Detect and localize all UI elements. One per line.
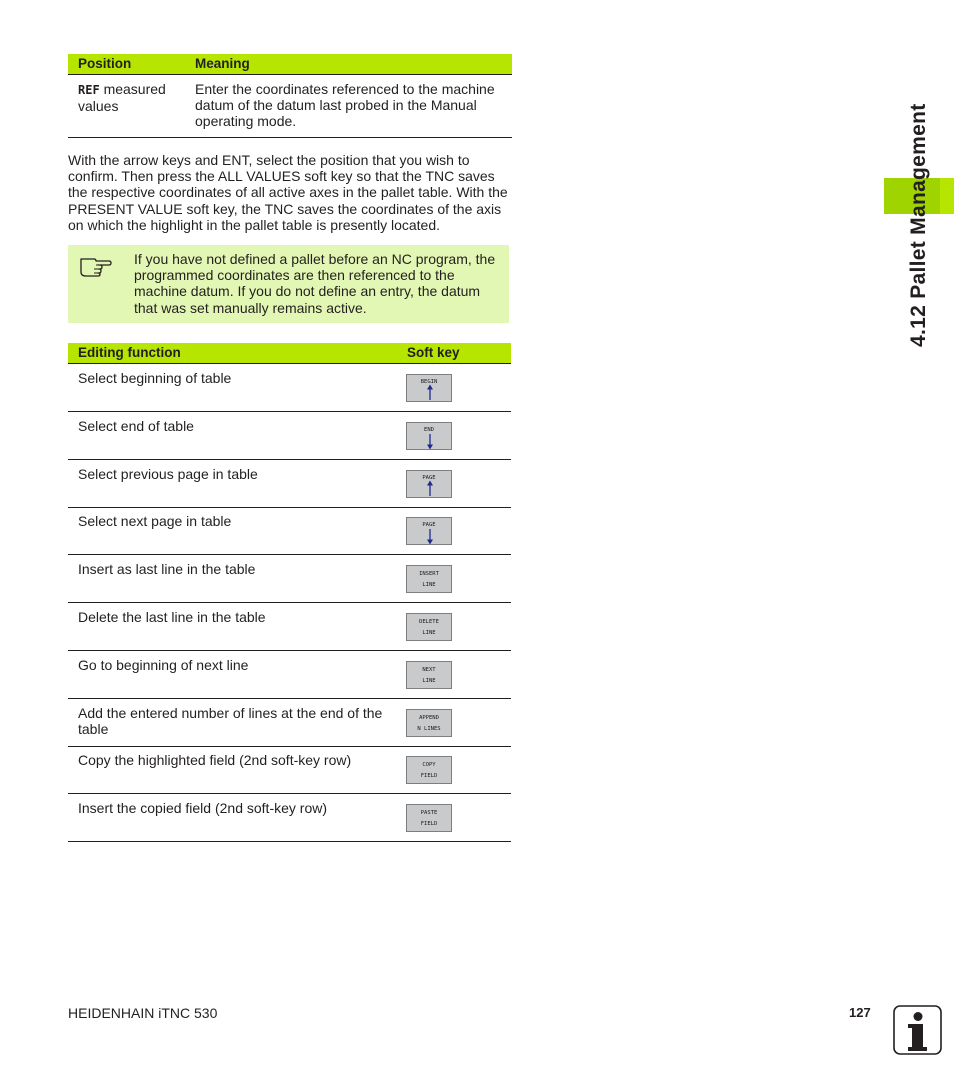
arrow-up-icon [407, 471, 453, 499]
softkey-button[interactable] [406, 470, 452, 498]
header-editing-function: Editing function [78, 345, 181, 360]
table-row [68, 76, 512, 138]
softkey-label-top: BEGIN [420, 379, 438, 385]
softkey-button[interactable] [406, 565, 452, 593]
meaning-cell: Enter the coordinates referenced to the machine datum of the datum last probed in the Manual operating mode. [195, 81, 495, 130]
editing-function-text: Delete the last line in the table [78, 609, 266, 625]
table-row [68, 651, 511, 699]
note-text: If you have not defined a pallet before an NC program, the programmed coordinates are then referenced to the machine datum. If you do not define an entry, the datum that was set manually remains active. [134, 251, 496, 316]
table-row [68, 699, 511, 747]
header-meaning: Meaning [195, 56, 250, 71]
editing-function-text: Select beginning of table [78, 370, 232, 386]
position-text: measured values [78, 81, 166, 115]
editing-function-text: Select previous page in table [78, 465, 258, 482]
softkey-button[interactable] [406, 517, 452, 545]
softkey-label-top: END [424, 426, 434, 433]
softkey-label-top: PAGE [422, 522, 436, 529]
softkey-label-top: APPEND [419, 714, 439, 721]
softkey-label-bottom: LINE [422, 582, 436, 589]
position-cell [78, 81, 188, 114]
editing-function-text: Select end of table [78, 417, 194, 434]
info-icon [893, 1005, 942, 1055]
softkey-button[interactable] [406, 709, 452, 737]
softkey-label-top: COPY [422, 762, 436, 769]
note-box [68, 245, 509, 323]
softkey-label-bottom: N LINES [417, 725, 441, 732]
editing-function-text: Go to beginning of next line [78, 656, 249, 673]
editing-function-text: Add the entered number of lines at the end of the table [78, 704, 383, 737]
arrow-down-icon [407, 518, 453, 546]
softkey-button[interactable] [406, 422, 452, 450]
table-row [68, 364, 511, 412]
softkey-label-top: PAGE [422, 474, 436, 481]
softkey-label-bottom: LINE [422, 677, 436, 684]
table-row [68, 603, 511, 651]
footer-product: HEIDENHAIN iTNC 530 [68, 1005, 218, 1021]
table-row [68, 507, 511, 555]
softkey-label-top: NEXT [422, 666, 436, 673]
table-row [68, 746, 511, 794]
header-position: Position [78, 56, 132, 71]
editing-table-header [68, 343, 511, 364]
header-soft-key: Soft key [407, 345, 460, 360]
position-table-header [68, 54, 512, 75]
softkey-button[interactable] [406, 661, 452, 689]
editing-function-text: Insert the copied field (2nd soft-key row) [78, 800, 328, 817]
table-row [68, 555, 511, 603]
softkey-label-top: INSERT [419, 571, 439, 578]
table-row [68, 794, 511, 842]
softkey-label-bottom: FIELD [420, 773, 438, 780]
softkey-label-bottom: FIELD [420, 821, 438, 828]
softkey-button[interactable] [406, 374, 452, 402]
editing-function-text: Copy the highlighted field (2nd soft-key row) [78, 752, 352, 769]
arrow-up-icon [407, 375, 453, 403]
pointing-hand-icon [78, 253, 112, 277]
softkey-label-top: PASTE [420, 810, 438, 817]
softkey-button[interactable] [406, 804, 452, 832]
section-title: 4.12 Pallet Management [907, 103, 930, 347]
page-number: 127 [849, 1005, 871, 1020]
body-paragraph: With the arrow keys and ENT, select the position that you wish to confirm. Then press the ALL VALUES soft key so that the TNC saves the respective coordinates of all active axes in the pallet table. With the PRESENT VALUE soft key, the TNC saves the coordinates of the axis on which the highlight in the pallet table is presently located. [68, 152, 508, 233]
softkey-button[interactable] [406, 756, 452, 784]
editing-function-text: Insert as last line in the table [78, 561, 256, 578]
softkey-label-top: DELETE [419, 619, 439, 625]
editing-function-text: Select next page in table [78, 513, 232, 530]
table-row [68, 412, 511, 460]
arrow-down-icon [407, 423, 453, 451]
ref-code: REF [78, 83, 100, 97]
softkey-button[interactable] [406, 613, 452, 641]
table-row [68, 460, 511, 508]
softkey-label-bottom: LINE [422, 630, 436, 636]
